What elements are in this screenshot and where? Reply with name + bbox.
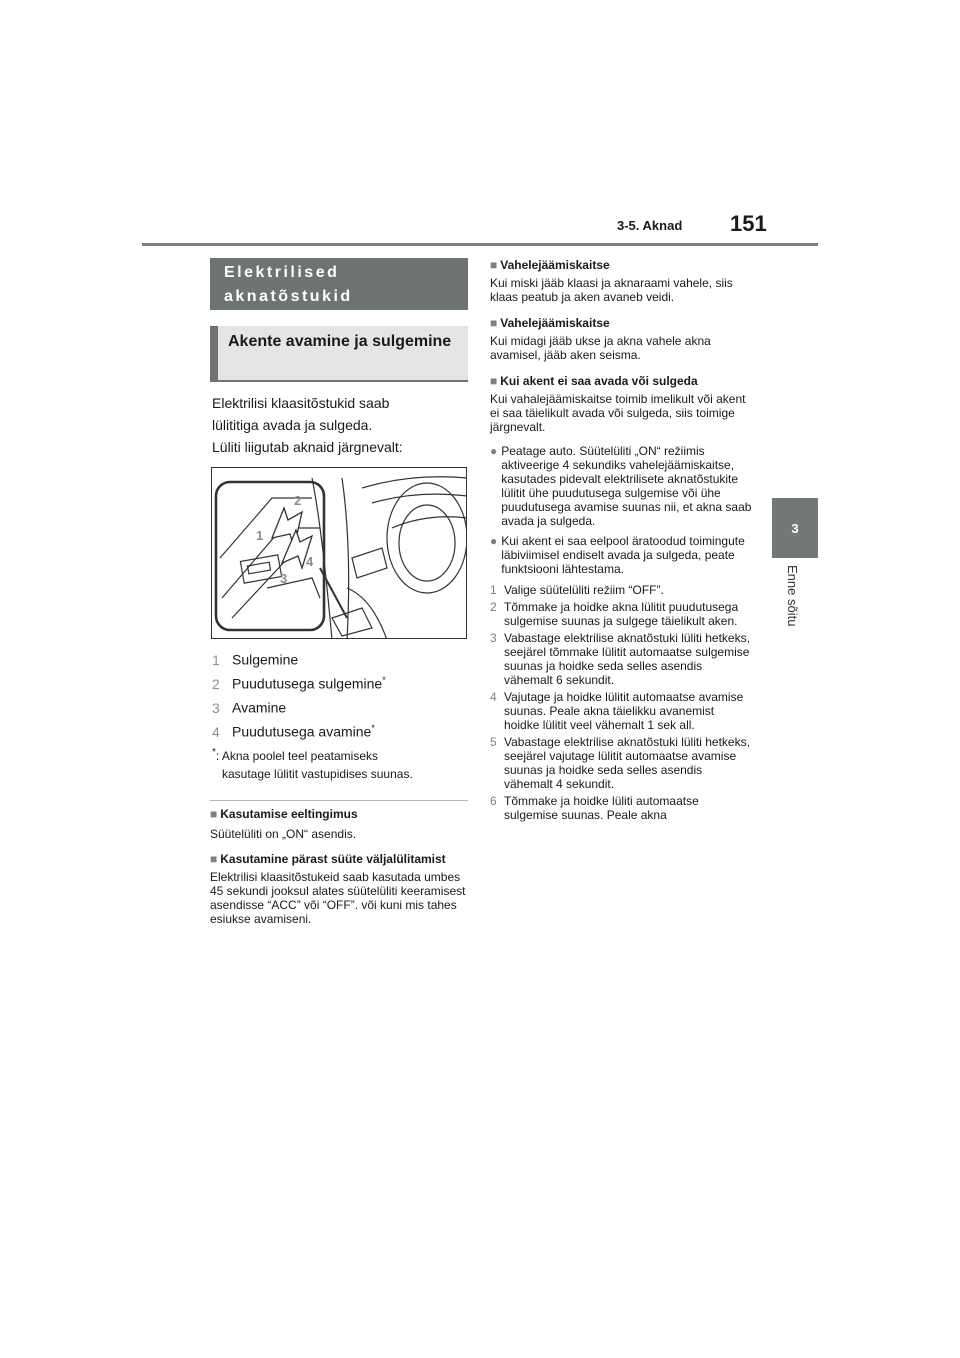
divider: [210, 800, 468, 801]
step-item: 6 Tõmmake ja hoidke lüliti automaatse sulgemise suunas. Peale akna: [490, 794, 699, 822]
legend-item: 1 Sulgemine: [212, 651, 299, 668]
section-body: Kui midagi jääb ukse ja akna vahele akna avamisel, jääb aken seisma.: [490, 334, 711, 362]
square-bullet-icon: ■: [490, 374, 498, 388]
figure-label-3: 3: [280, 571, 288, 586]
figure-label-2: 2: [294, 493, 302, 508]
right-column: [490, 258, 752, 822]
bullet-item: ● Kui akent ei saa eelpool äratoodud toimingute läbiviimisel endiselt avada ja sulgeda, peate funktsiooni lähtestama.: [490, 534, 745, 576]
section-heading: ■ Kui akent ei saa avada või sulgeda: [490, 374, 698, 388]
main-title: Elektrilised aknatõstukid: [210, 258, 468, 310]
header-rule: [142, 243, 818, 246]
section-body: Süütelüliti on „ON“ asendis.: [210, 827, 357, 841]
square-bullet-icon: ■: [490, 258, 498, 272]
legend-item: 2 Puudutusega sulgemine*: [212, 675, 386, 692]
step-item: 1 Valige süütelüliti režiim “OFF”.: [490, 583, 664, 597]
bullet-item: ● Peatage auto. Süütelüliti „ON“ režiimis aktiveerige 4 sekundiks vahelejäämiskaitse, kasutades pidevalt elektrilisete aknatõstukite lülitit ühe puudutusega sulgemise või ühe puudutusega avamise suunas nii, et akna saab avada ja sulgeda.: [490, 444, 752, 528]
section-after-ignition-off: [210, 852, 470, 926]
legend-list: [212, 646, 472, 742]
square-bullet-icon: ■: [210, 807, 218, 821]
section-prerequisites: [210, 807, 470, 841]
circle-bullet-icon: ●: [490, 444, 498, 458]
window-switch-illustration: [211, 467, 467, 639]
figure-label-4: 4: [306, 554, 314, 569]
step-item: 3 Vabastage elektrilise aknatõstuki lüliti hetkeks, seejärel tõmmake lülitit automaatse sulgemise suunas ja hoidke seda selles asendis vähemalt 6 sekundit.: [490, 631, 750, 687]
legend-item: 3 Avamine: [212, 699, 287, 716]
step-item: 2 Tõmmake ja hoidke akna lülitit puudutusega sulgemise suunas ja sulgege täielikult aken.: [490, 600, 739, 628]
legend-item: 4 Puudutusega avamine*: [212, 723, 375, 740]
square-bullet-icon: ■: [210, 852, 218, 866]
section-heading: ■ Vahelejäämiskaitse: [490, 316, 610, 330]
step-item: 5 Vabastage elektrilise aknatõstuki lüliti hetkeks, seejärel vajutage lülitit automaatse avamise suunas ja hoidke seda selles asendis vähemalt 4 sekundit.: [490, 735, 750, 791]
intro-line: Lüliti liigutab aknaid järgnevalt:: [212, 439, 403, 455]
intro-line: Elektrilisi klaasitõstukid saab: [212, 395, 390, 411]
chapter-number: 3: [791, 520, 799, 536]
step-item: 4 Vajutage ja hoidke lülitit automaatse avamise suunas. Peale akna täielikku avanemist hoidke lülitit veel vähemalt 1 sek all.: [490, 690, 744, 732]
square-bullet-icon: ■: [490, 316, 498, 330]
page-number: 151: [730, 211, 767, 236]
footnote: *: Akna poolel teel peatamiseks kasutage lülitit vastupidises suunas.: [212, 747, 413, 781]
chapter-title: Enne sõitu: [785, 565, 800, 627]
figure-label-1: 1: [256, 528, 264, 543]
section-heading: ■ Kasutamine pärast süüte väljalülitamist: [210, 852, 446, 866]
intro-text: [212, 392, 472, 458]
circle-bullet-icon: ●: [490, 534, 498, 548]
section-title: 3-5. Aknad: [617, 218, 683, 233]
chapter-tab[interactable]: [772, 498, 818, 558]
section-body: Kui vahalejäämiskaitse toimib imelikult või akent ei saa täielikult avada või sulgeda, siis toimige järgnevalt.: [490, 392, 746, 434]
section-body: Elektrilisi klaasitõstukeid saab kasutada umbes 45 sekundi jooksul alates süütelüliti keeramisest asendisse “ACC” või “OFF”. või kuni mis tahes esiukse avamiseni.: [210, 870, 466, 926]
section-heading: ■ Vahelejäämiskaitse: [490, 258, 610, 272]
section-heading: ■ Kasutamise eeltingimus: [210, 807, 358, 821]
sub-title: Akente avamine ja sulgemine: [210, 326, 468, 382]
section-body: Kui miski jääb klaasi ja aknaraami vahele, siis klaas peatub ja aken avaneb veidi.: [490, 276, 733, 304]
intro-line: lülititiga avada ja sulgeda.: [212, 417, 373, 433]
door-switch-drawing: [212, 468, 467, 639]
